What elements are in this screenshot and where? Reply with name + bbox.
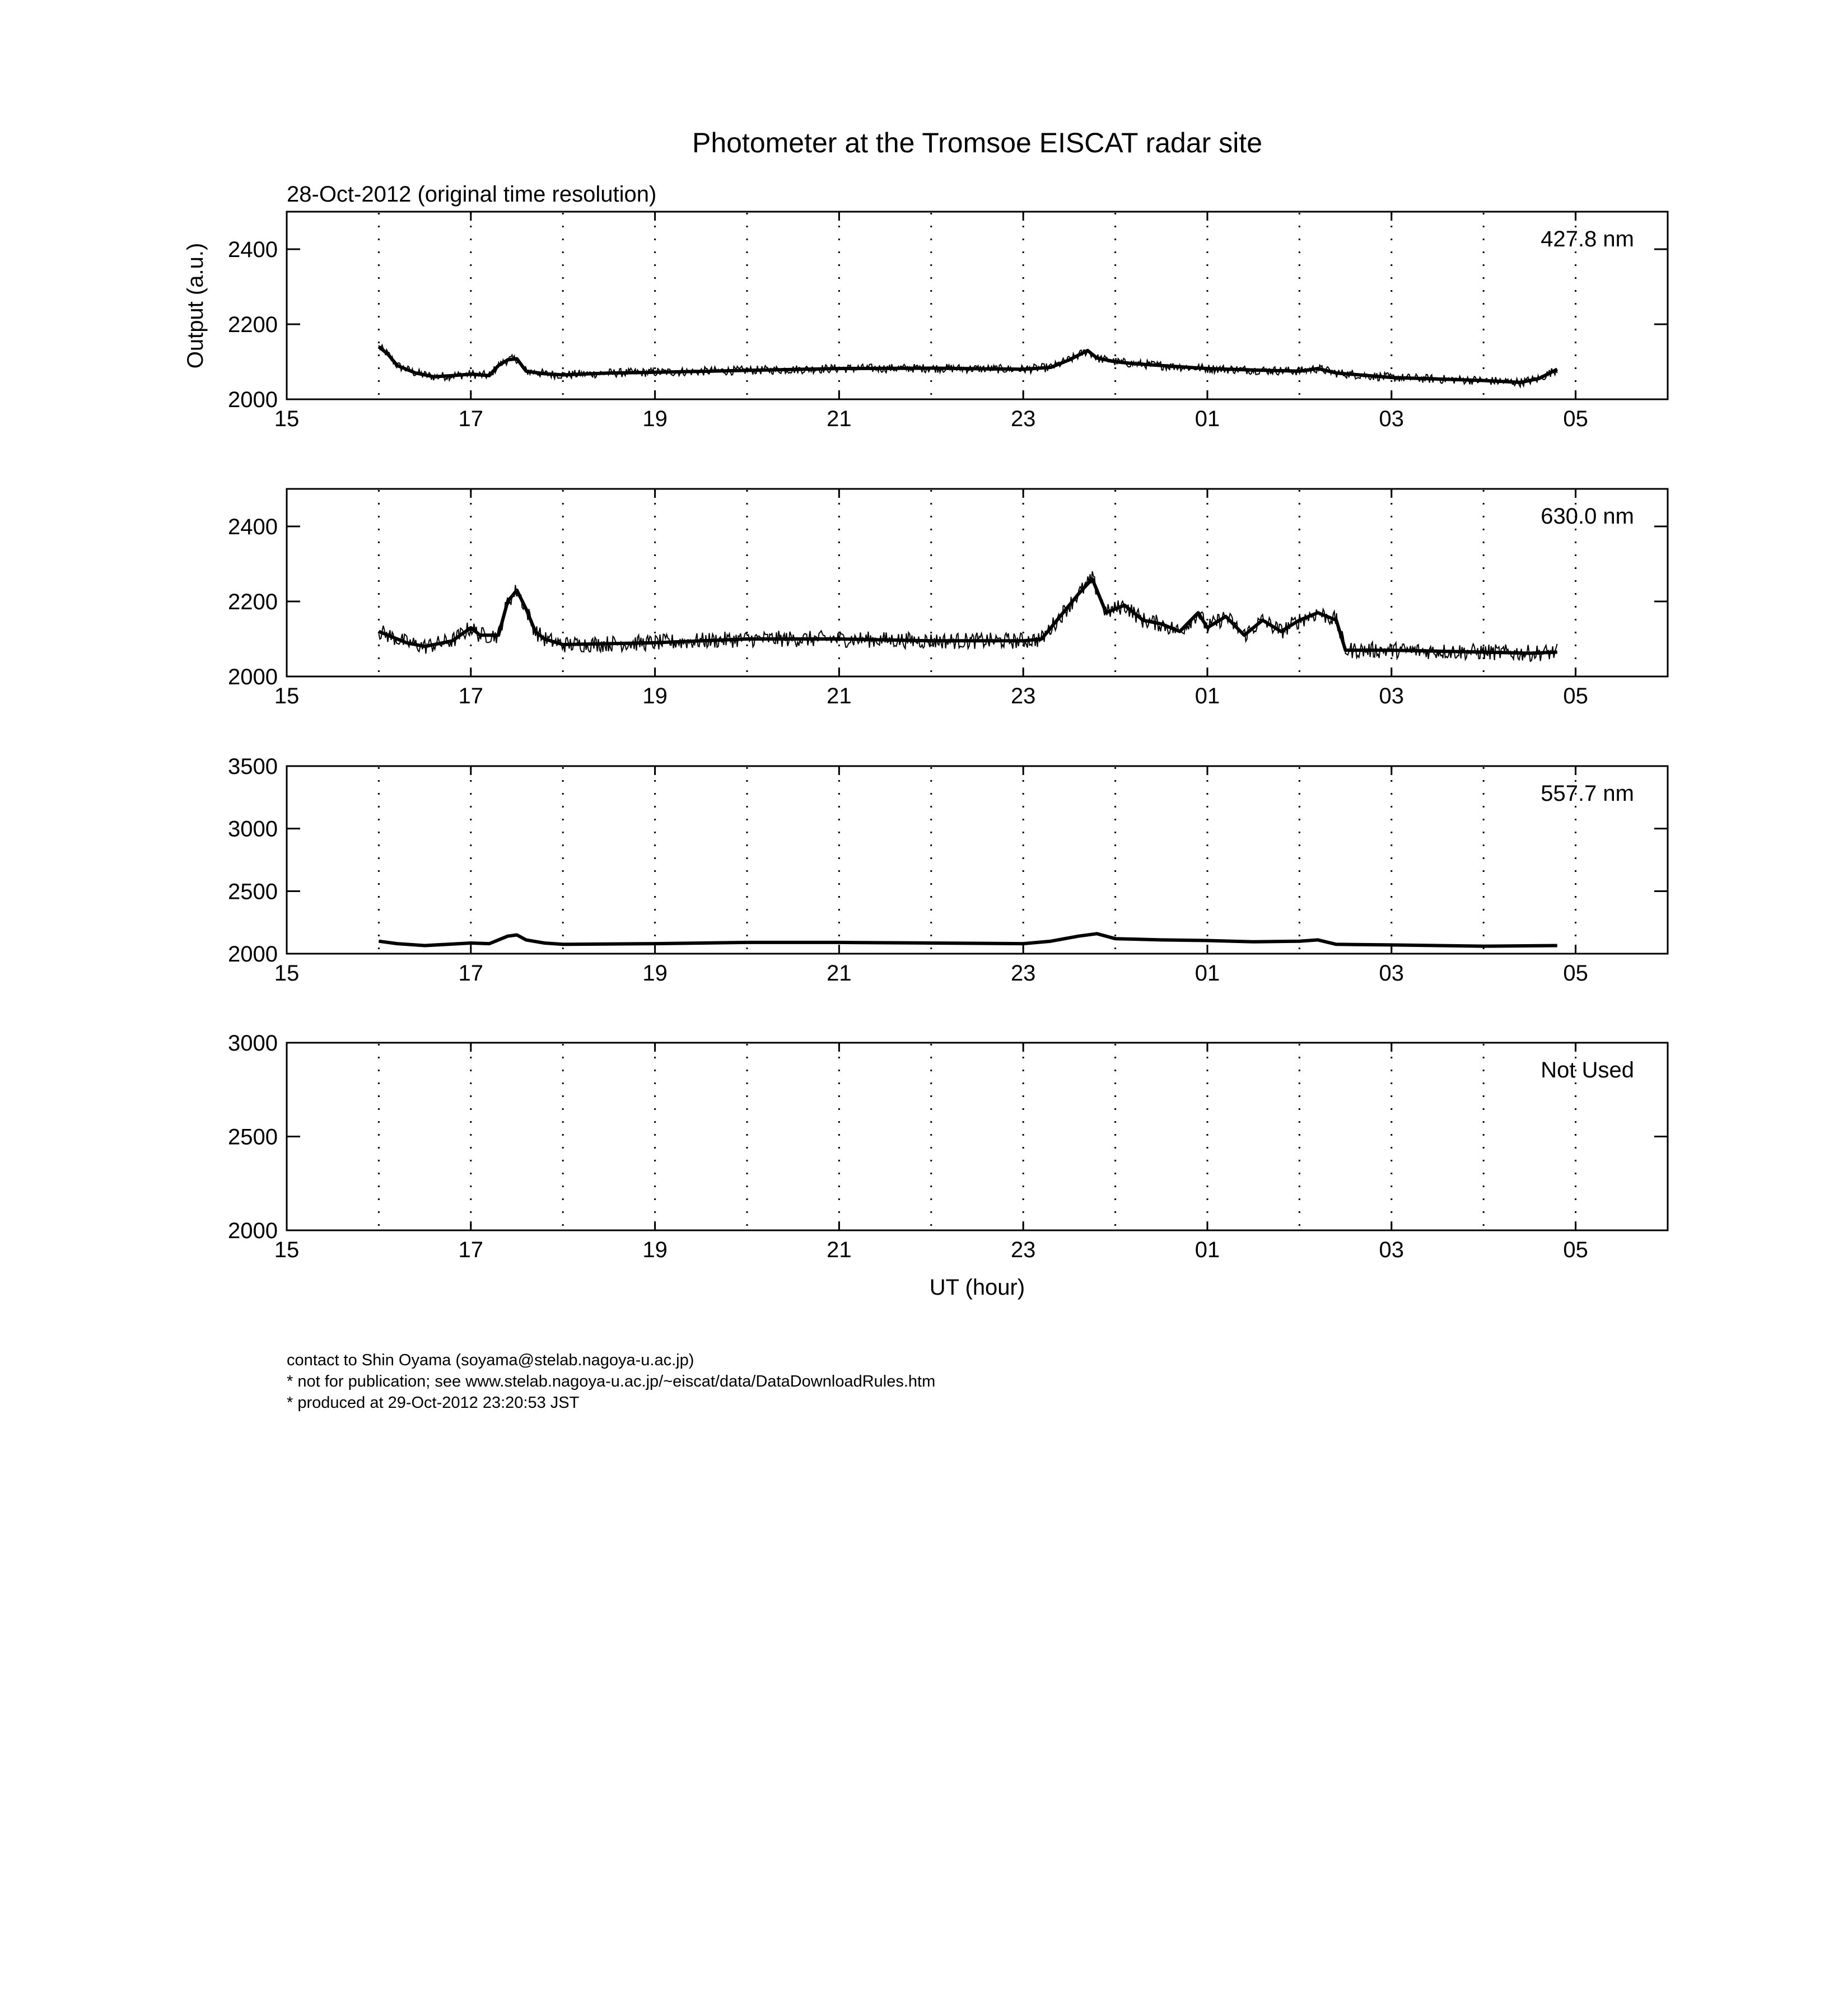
y-tick-label: 2000 xyxy=(228,1219,278,1243)
y-tick-label: 3000 xyxy=(228,816,278,842)
data-point xyxy=(1179,631,1180,632)
series-noise xyxy=(379,345,1557,387)
data-point xyxy=(1483,380,1484,381)
data-point xyxy=(1391,377,1392,378)
x-tick-label: 01 xyxy=(1194,961,1220,986)
data-point xyxy=(397,365,398,366)
x-tick-label: 19 xyxy=(642,684,668,708)
y-tick-label: 2200 xyxy=(228,590,278,614)
x-tick-label: 23 xyxy=(1010,407,1036,431)
x-tick-label: 15 xyxy=(274,1238,300,1262)
data-point xyxy=(747,639,748,640)
x-tick-label: 19 xyxy=(642,1238,668,1262)
data-point xyxy=(507,601,508,602)
data-point xyxy=(498,365,499,366)
data-point xyxy=(544,943,545,944)
y-tick-label: 2000 xyxy=(228,665,278,689)
x-tick-label: 03 xyxy=(1379,684,1404,708)
panel-label: 630.0 nm xyxy=(1541,504,1634,529)
x-tick-label: 21 xyxy=(827,1238,852,1262)
x-tick-label: 01 xyxy=(1194,684,1220,708)
chart-subtitle: 28-Oct-2012 (original time resolution) xyxy=(287,182,657,207)
x-tick-label: 17 xyxy=(458,1238,484,1262)
y-axis-label: Output (a.u.) xyxy=(183,242,208,369)
x-tick-label: 15 xyxy=(274,961,300,986)
x-tick-label: 23 xyxy=(1010,684,1036,708)
x-tick-label: 17 xyxy=(458,961,484,986)
panel-2 xyxy=(228,489,1668,708)
data-point xyxy=(498,635,499,636)
chart-title: Photometer at the Tromsoe EISCAT radar site xyxy=(692,127,1263,158)
x-tick-label: 17 xyxy=(458,407,484,431)
axes-box xyxy=(287,766,1668,954)
axes-box xyxy=(287,1043,1668,1230)
series-line xyxy=(379,934,1557,946)
series-line xyxy=(379,579,1557,654)
x-tick-label: 03 xyxy=(1379,407,1404,431)
x-tick-label: 03 xyxy=(1379,961,1404,986)
y-tick-label: 2200 xyxy=(228,312,278,337)
data-point xyxy=(1023,369,1024,370)
y-tick-label: 3500 xyxy=(228,754,278,779)
x-tick-label: 21 xyxy=(827,407,852,431)
y-tick-label: 2500 xyxy=(228,879,278,904)
panel-label: 427.8 nm xyxy=(1541,227,1634,251)
x-tick-label: 05 xyxy=(1563,407,1588,431)
panel-4 xyxy=(228,1031,1668,1262)
data-point xyxy=(1391,650,1392,651)
x-tick-label: 23 xyxy=(1010,961,1036,986)
x-tick-label: 05 xyxy=(1563,961,1588,986)
x-tick-label: 01 xyxy=(1194,1238,1220,1262)
data-point xyxy=(424,646,425,647)
x-tick-label: 19 xyxy=(642,961,668,986)
data-point xyxy=(1253,941,1254,942)
y-tick-label: 2000 xyxy=(228,388,278,412)
data-point xyxy=(1345,650,1346,651)
x-axis-label: UT (hour) xyxy=(929,1275,1025,1300)
x-tick-label: 01 xyxy=(1194,407,1220,431)
data-point xyxy=(470,627,471,628)
x-tick-label: 17 xyxy=(458,684,484,708)
data-point xyxy=(1225,616,1226,617)
y-tick-label: 2400 xyxy=(228,237,278,262)
x-tick-label: 05 xyxy=(1563,684,1588,708)
x-tick-label: 19 xyxy=(642,407,668,431)
x-tick-label: 23 xyxy=(1010,1238,1036,1262)
x-tick-label: 15 xyxy=(274,407,300,431)
data-point xyxy=(406,642,407,643)
data-point xyxy=(470,943,471,944)
data-point xyxy=(424,945,425,946)
x-tick-label: 21 xyxy=(827,961,852,986)
footer-produced: * produced at 29-Oct-2012 23:20:53 JST xyxy=(287,1394,580,1412)
footer-contact: contact to Shin Oyama (soyama@stelab.nagoya-u.ac.jp) xyxy=(287,1351,694,1369)
x-tick-label: 03 xyxy=(1379,1238,1404,1262)
x-tick-label: 21 xyxy=(827,684,852,708)
data-point xyxy=(1336,373,1337,374)
series-noise xyxy=(379,571,1557,661)
x-tick-label: 05 xyxy=(1563,1238,1588,1262)
panel-label: 557.7 nm xyxy=(1541,781,1634,806)
y-tick-label: 2400 xyxy=(228,515,278,539)
y-tick-label: 2500 xyxy=(228,1124,278,1150)
data-point xyxy=(1133,363,1134,364)
y-tick-label: 3000 xyxy=(228,1031,278,1056)
y-tick-label: 2000 xyxy=(228,942,278,967)
data-point xyxy=(544,639,545,640)
data-point xyxy=(1207,368,1208,369)
data-point xyxy=(434,376,435,377)
data-point xyxy=(1092,578,1093,579)
panel-1 xyxy=(228,212,1668,431)
panels xyxy=(228,212,1668,1262)
panel-3 xyxy=(228,754,1668,986)
data-point xyxy=(1336,944,1337,945)
data-point xyxy=(1529,653,1530,654)
data-point xyxy=(747,370,748,371)
data-point xyxy=(1207,940,1208,941)
data-point xyxy=(1207,627,1208,628)
footer-rules: * not for publication; see www.stelab.nagoya-u.ac.jp/~eiscat/data/DataDownloadRules.htm xyxy=(287,1373,936,1390)
data-point xyxy=(470,374,471,375)
panel-label: Not Used xyxy=(1541,1058,1634,1082)
x-tick-label: 15 xyxy=(274,684,300,708)
